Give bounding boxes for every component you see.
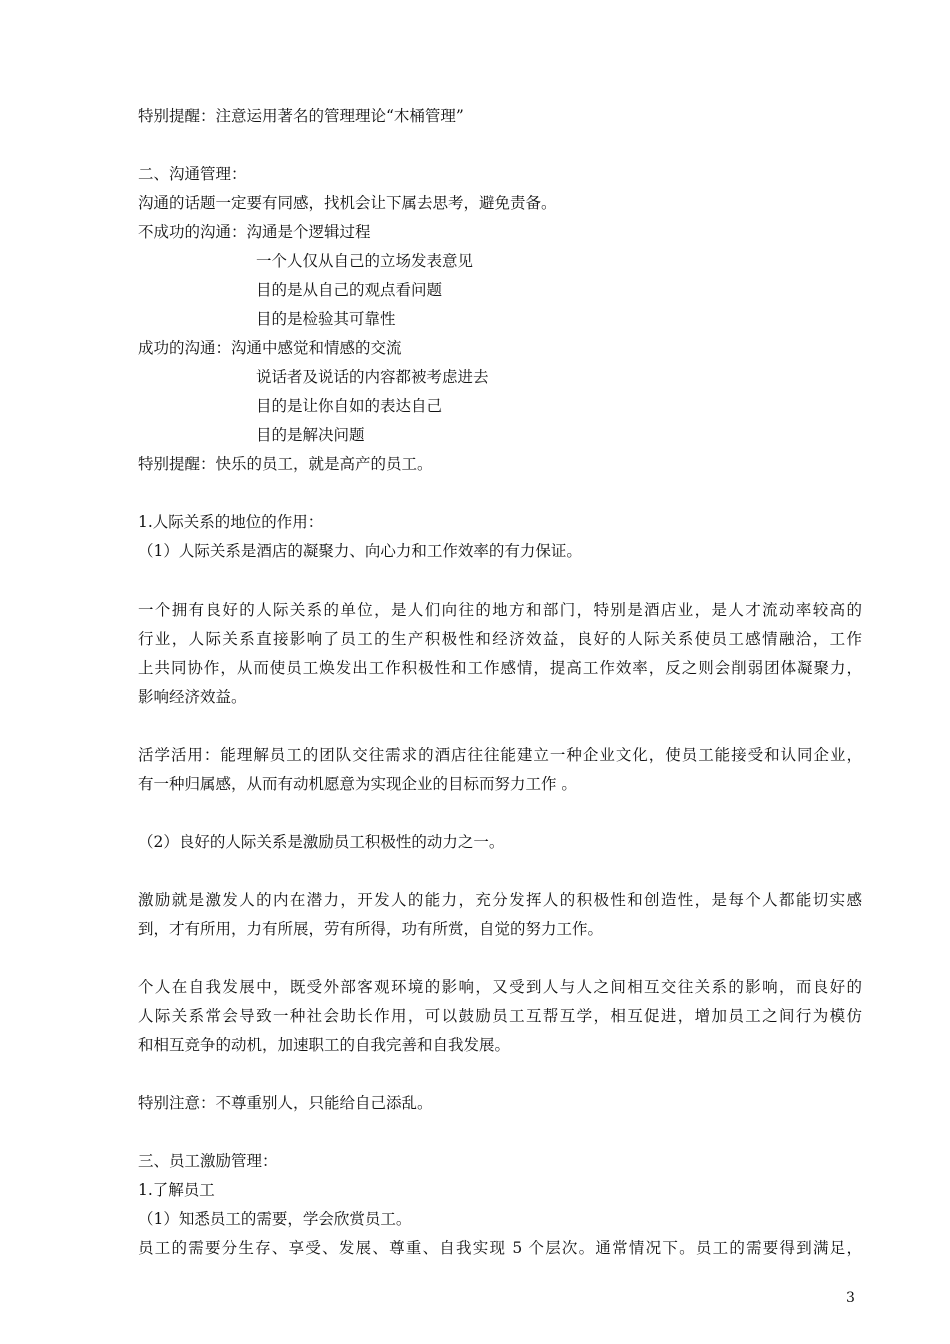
paragraph-line: 有一种归属感，从而有动机愿意为实现企业的目标而努力工作 。 <box>138 775 577 793</box>
indented-line: 目的是从自己的观点看问题 <box>256 281 443 299</box>
indented-line: 目的是解决问题 <box>256 426 365 444</box>
paragraph-line: 激励就是激发人的内在潜力，开发人的能力，充分发挥人的积极性和创造性，是每个人都能切实感 <box>138 891 862 909</box>
tip-respect: 特别注意：不尊重别人，只能给自己添乱。 <box>138 1094 433 1112</box>
paragraph-line: 活学活用：能理解员工的团队交往需求的酒店往往能建立一种企业文化，使员工能接受和认同企业， <box>138 746 862 764</box>
paragraph-line: 行业，人际关系直接影响了员工的生产积极性和经济效益，良好的人际关系使员工感情融洽，工作 <box>138 630 862 648</box>
paragraph-line: 影响经济效益。 <box>138 688 247 706</box>
indented-line: 说话者及说话的内容都被考虑进去 <box>256 368 489 386</box>
point-2: （2）良好的人际关系是激励员工积极性的动力之一。 <box>138 833 505 851</box>
unsuccessful-communication-line: 不成功的沟通：沟通是个逻辑过程 <box>138 223 371 241</box>
paragraph-line: 到，才有所用，力有所展，劳有所得，功有所赏，自觉的努力工作。 <box>138 920 604 938</box>
indented-line: 一个人仅从自己的立场发表意见 <box>256 252 474 270</box>
paragraph-line: 人际关系常会导致一种社会助长作用，可以鼓励员工互帮互学，相互促进，增加员工之间行为模仿 <box>138 1007 862 1025</box>
subheading-relationships: 1.人际关系的地位的作用： <box>138 513 324 531</box>
point-1: （1）人际关系是酒店的凝聚力、向心力和工作效率的有力保证。 <box>138 542 582 560</box>
subheading-know-employees: 1.了解员工 <box>138 1181 215 1199</box>
paragraph-line: 员工的需要分生存、享受、发展、尊重、自我实现 5 个层次。通常情况下。员工的需要得到满足， <box>138 1239 862 1257</box>
paragraph-line: 和相互竞争的动机，加速职工的自我完善和自我发展。 <box>138 1036 511 1054</box>
section-heading-communication: 二、沟通管理： <box>138 165 247 183</box>
indented-line: 目的是让你自如的表达自己 <box>256 397 443 415</box>
paragraph-line: 一个拥有良好的人际关系的单位，是人们向往的地方和部门，特别是酒店业，是人才流动率较高的 <box>138 601 862 619</box>
section-heading-motivation: 三、员工激励管理： <box>138 1152 278 1170</box>
indented-line: 目的是检验其可靠性 <box>256 310 396 328</box>
paragraph-line: 沟通的话题一定要有同感，找机会让下属去思考，避免责备。 <box>138 194 557 212</box>
paragraph-line: 个人在自我发展中，既受外部客观环境的影响，又受到人与人之间相互交往关系的影响，而良好的 <box>138 978 862 996</box>
point-1: （1）知悉员工的需要，学会欣赏员工。 <box>138 1210 412 1228</box>
page-number: 3 <box>846 1290 855 1306</box>
tip-barrel-theory: 特别提醒：注意运用著名的管理理论“木桶管理” <box>138 107 464 125</box>
paragraph-line: 上共同协作，从而使员工焕发出工作积极性和工作感情，提高工作效率，反之则会削弱团体凝聚力， <box>138 659 862 677</box>
successful-communication-line: 成功的沟通：沟通中感觉和情感的交流 <box>138 339 402 357</box>
tip-happy-employee: 特别提醒：快乐的员工，就是高产的员工。 <box>138 455 433 473</box>
